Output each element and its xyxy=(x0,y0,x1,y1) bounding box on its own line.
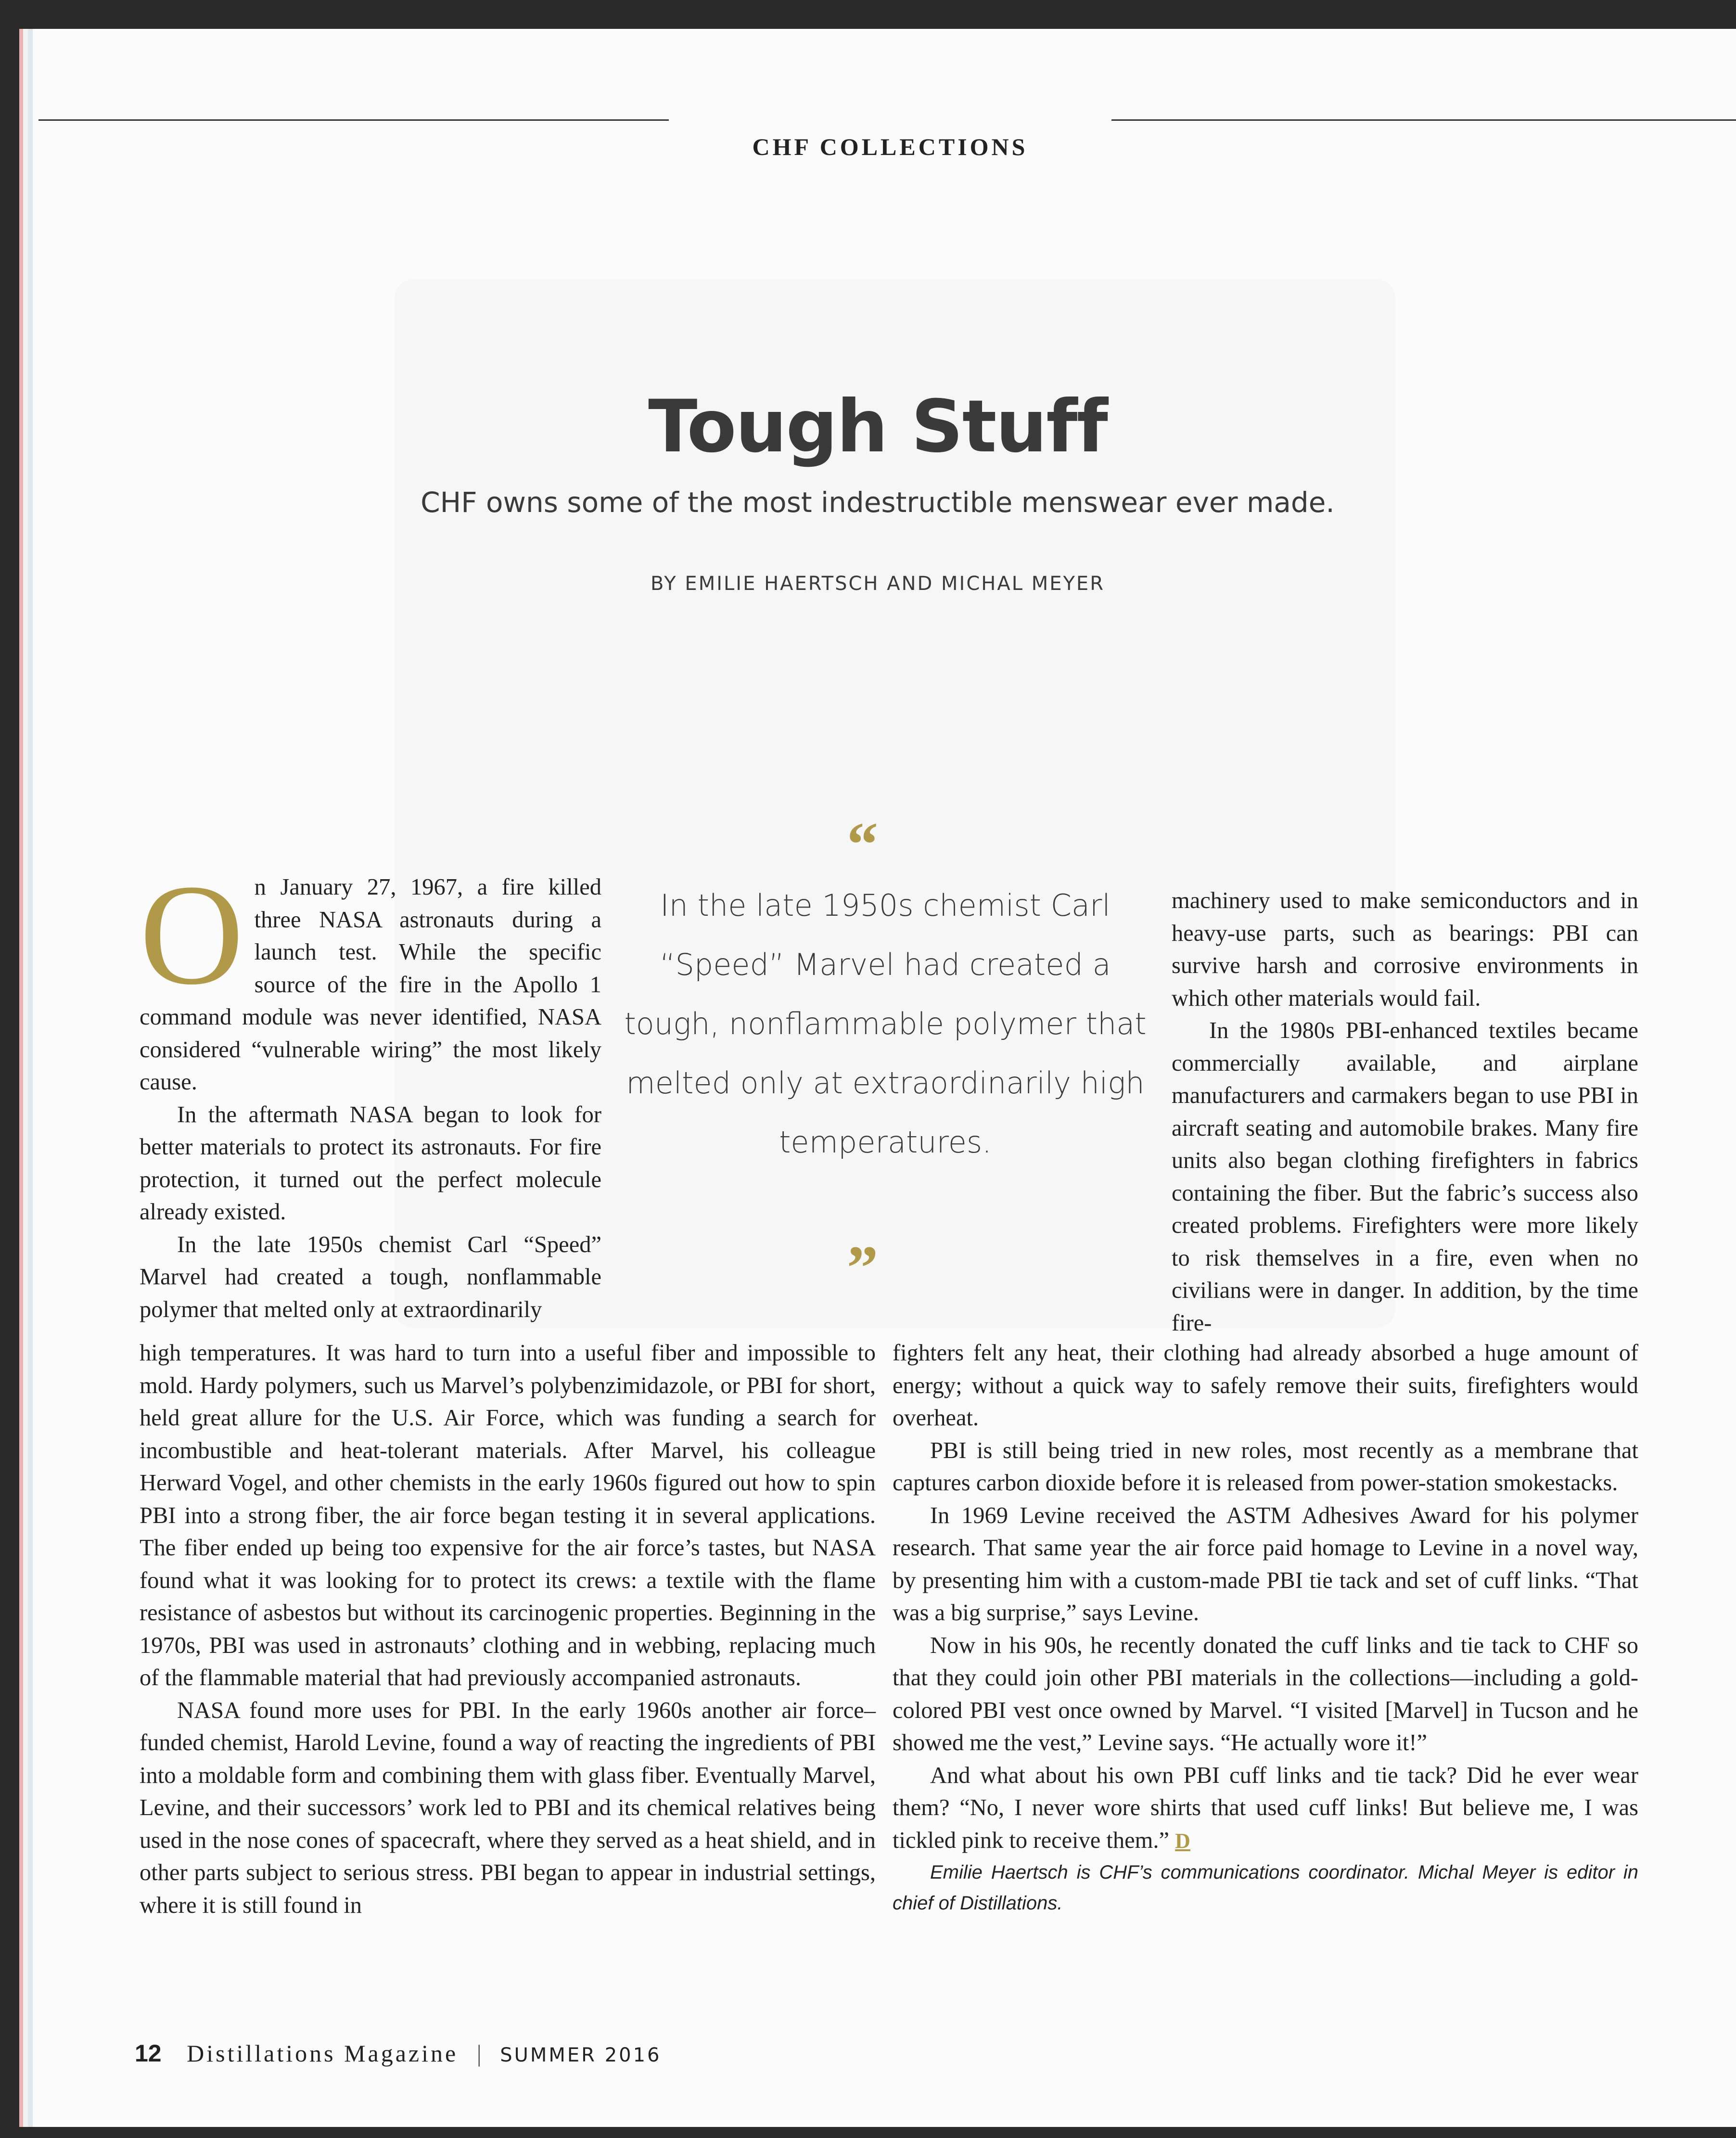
paragraph: In 1969 Levine received the ASTM Adhesives Award for his polymer research. That same year the air force paid homage to Levine in a novel way, by presenting him with a custom-made PBI tie tack and set of cuff links. “That was a big surprise,” says Levine. xyxy=(893,1502,1638,1626)
pull-quote-open-mark: “ xyxy=(847,810,878,879)
paragraph: machinery used to make semiconductors and in heavy-use parts, such as bearings: PBI can survive harsh and corrosive environments in which other materials would fail. xyxy=(1172,888,1638,1011)
paragraph: And what about his own PBI cuff links and tie tack? Did he ever wear them? “No, I never wore shirts that used cuff links! But believe me, I was tickled pink to receive them.” D xyxy=(893,1762,1638,1853)
paragraph: high temperatures. It was hard to turn into a useful fiber and impossible to mold. Hardy polymers, such us Marvel’s polybenzimidazole, or PBI for short, held great allure for the U.S. Air Force, which was funding a search for incombustible and heat-tolerant materials. After Marvel, his colleague Herward Vogel, and other chemists in the early 1960s figured out how to spin PBI into a strong fiber, the air force began testing it in several applications. The fiber ended up being too expensive for the air force’s tastes, but NASA found what it was looking for to protect its crews: a textile with the flame resistance of asbestos but without its carcinogenic properties. Beginning in the 1970s, PBI was used in astronauts’ clothing and in webbing, replacing much of the flammable material that had previously accompanied astronauts. xyxy=(140,1340,876,1690)
section-rule-left xyxy=(38,119,669,121)
magazine-name: Distillations Magazine xyxy=(187,2040,459,2067)
article-byline: BY EMILIE HAERTSCH AND MICHAL MEYER xyxy=(651,573,1105,595)
paragraph: In the late 1950s chemist Carl “Speed” Marvel had created a tough, nonflammable polymer that melted only at extraordinarily xyxy=(140,1231,601,1322)
section-title: CHF COLLECTIONS xyxy=(752,133,1028,160)
issue-date: SUMMER 2016 xyxy=(500,2044,662,2066)
page-number: 12 xyxy=(135,2040,162,2067)
paragraph: In the aftermath NASA began to look for better materials to protect its astronauts. For fire protection, it turned out the perfect molecule already existed. xyxy=(140,1101,601,1225)
right-column-top xyxy=(1172,884,1638,1339)
article-subtitle: CHF owns some of the most indestructible menswear ever made. xyxy=(421,486,1335,519)
article-title: Tough Stuff xyxy=(648,385,1107,469)
drop-cap: O xyxy=(140,855,244,1014)
paragraph: NASA found more uses for PBI. In the early 1960s another air force–funded chemist, Harold Levine, found a way of reacting the ingredients of PBI into a moldable form and combining them with glass fiber. Eventually Marvel, Levine, and their successors’ work led to PBI and its chemical relatives being used in the nose cones of spacecraft, where they served as a heat shield, and in other parts subject to serious stress. PBI began to appear in industrial settings, where it is still found in xyxy=(140,1697,876,1918)
end-mark: D xyxy=(1175,1829,1190,1853)
author-credits: Emilie Haertsch is CHF’s communications coordinator. Michal Meyer is editor in chief of Distillations. xyxy=(893,1862,1638,1914)
paragraph: On January 27, 1967, a fire killed three NASA astronauts during a launch test. While the specific source of the fire in the Apollo 1 command module was never identified, NASA considered “vulnerable wiring” the most likely cause. xyxy=(140,855,601,1095)
footer-separator: | xyxy=(476,2040,482,2067)
magazine-page xyxy=(19,29,1736,2127)
left-column-bottom xyxy=(140,1337,876,1921)
section-rule-right xyxy=(1111,119,1736,121)
paragraph: In the 1980s PBI-enhanced textiles became commercially available, and airplane manufacturers and carmakers began to use PBI in aircraft seating and automobile brakes. Many fire units also began clothing firefighters in fabrics containing the fiber. But the fabric’s success also created problems. Firefighters were more likely to risk themselves in a fire, even when no civilians were in danger. In addition, by the time fire- xyxy=(1172,1018,1638,1336)
left-column xyxy=(140,855,601,1326)
pull-quote-close-mark: ” xyxy=(847,1233,878,1303)
pull-quote: In the late 1950s chemist Carl “Speed” Marvel had created a tough, nonflammable polymer that melted only at extraordinarily high temperatures. xyxy=(624,888,1147,1160)
paragraph: PBI is still being tried in new roles, most recently as a membrane that captures carbon dioxide before it is released from power-station smokestacks. xyxy=(893,1437,1638,1496)
page-footer xyxy=(135,2039,662,2067)
page-edge xyxy=(19,29,33,2127)
paragraph: Now in his 90s, he recently donated the cuff links and tie tack to CHF so that they could join other PBI materials in the collections—including a gold-colored PBI vest once owned by Marvel. “I visited [Marvel] in Tucson and he showed me the vest,” Levine says. “He actually wore it!” xyxy=(893,1632,1638,1755)
paragraph: fighters felt any heat, their clothing had already absorbed a huge amount of energy; without a quick way to safely remove their suits, firefighters would overheat. xyxy=(893,1340,1638,1431)
right-column-bottom xyxy=(893,1337,1638,1919)
